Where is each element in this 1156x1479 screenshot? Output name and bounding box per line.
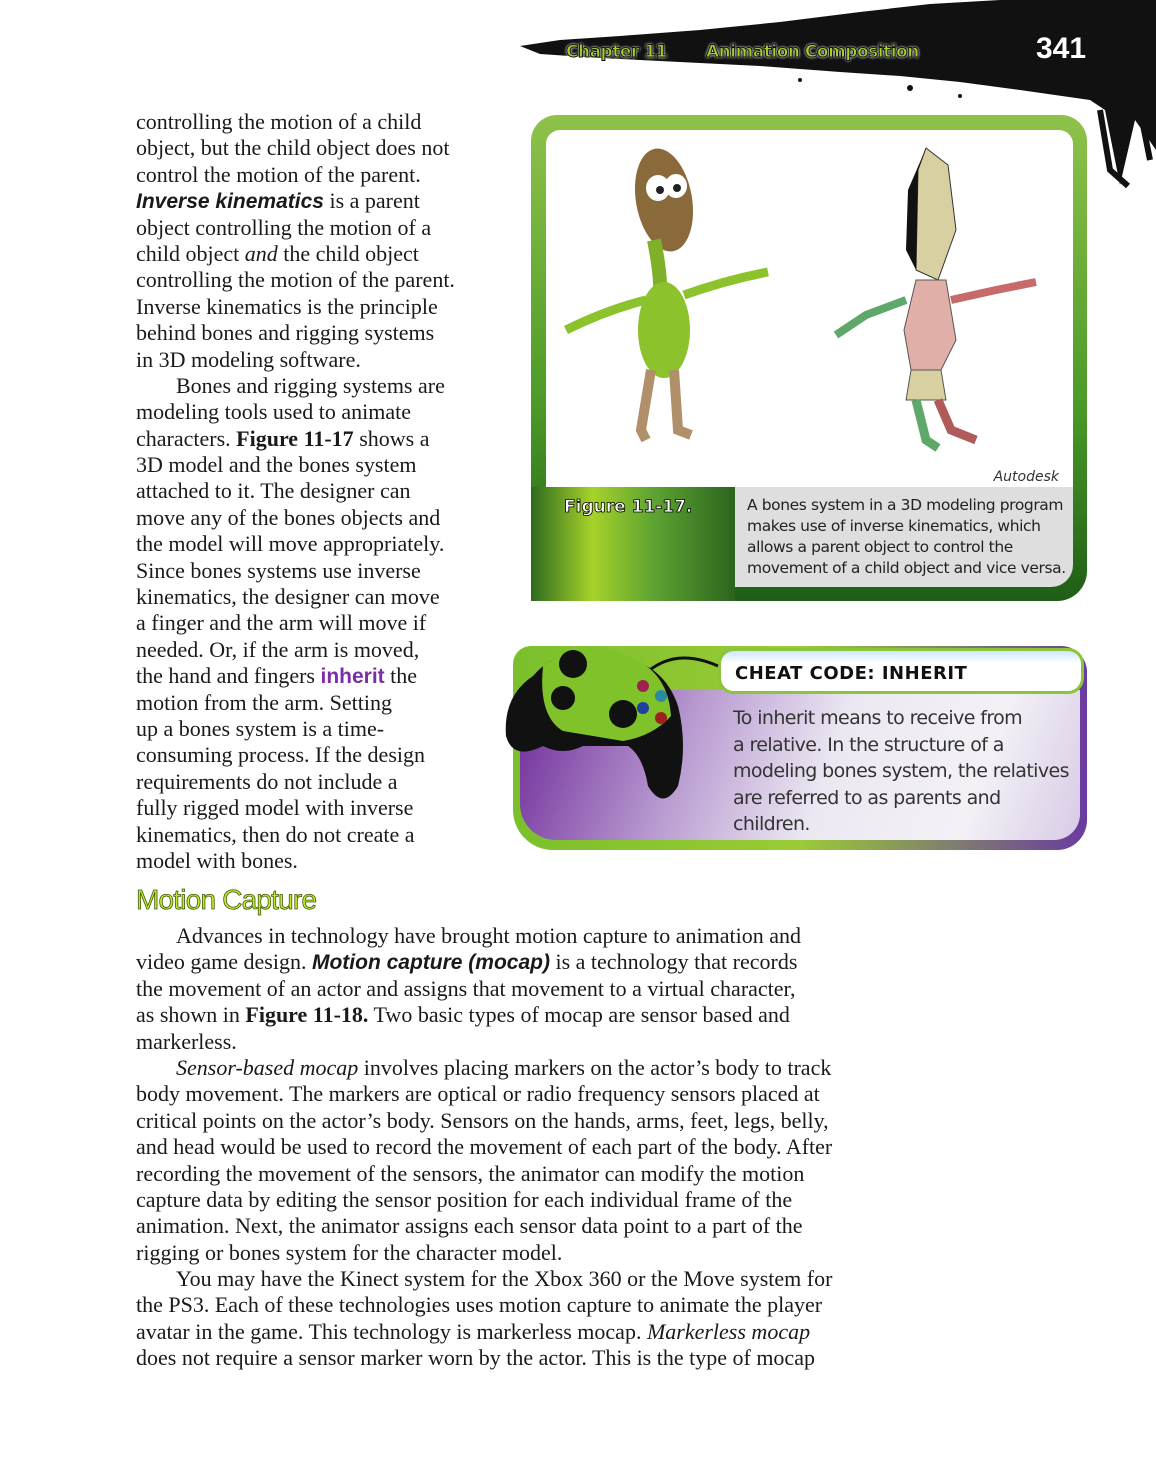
text-line bbox=[136, 1187, 832, 1213]
text-run: the hand and fingers bbox=[136, 663, 321, 689]
emphasis: and bbox=[244, 240, 278, 266]
caption-line: makes use of inverse kinematics, which bbox=[747, 517, 1041, 535]
text-run: involves placing markers on the actor’s body to track bbox=[358, 1054, 832, 1080]
text-run: as shown in bbox=[136, 1002, 246, 1028]
text-line bbox=[136, 294, 455, 320]
text-run: animation. Next, the animator assigns each sensor data point to a part of the bbox=[136, 1213, 803, 1239]
figure-label-band bbox=[531, 487, 735, 601]
text-run: requirements do not include a bbox=[136, 768, 398, 794]
text-run: and head would be used to record the movement of each part of the body. After bbox=[136, 1134, 833, 1160]
text-run: critical points on the actor’s body. Sensors on the hands, arms, feet, legs, belly, bbox=[136, 1107, 829, 1133]
text-line bbox=[136, 1002, 832, 1028]
text-run: Since bones systems use inverse bbox=[136, 557, 421, 583]
character-illustration bbox=[546, 130, 1073, 487]
text-line bbox=[136, 637, 455, 663]
left-column-text bbox=[136, 109, 455, 874]
text-run: up a bones system is a time- bbox=[136, 715, 385, 741]
text-run: a finger and the arm will move if bbox=[136, 610, 427, 636]
text-run: characters. bbox=[136, 425, 237, 451]
text-run: control the motion of the parent. bbox=[136, 161, 421, 187]
text-line bbox=[136, 848, 455, 874]
chapter-title: Animation Composition bbox=[706, 42, 919, 62]
text-line bbox=[136, 822, 455, 848]
emphasis: Sensor-based mocap bbox=[176, 1054, 359, 1080]
text-line bbox=[136, 452, 455, 478]
text-run: the bbox=[384, 663, 418, 689]
text-line bbox=[136, 135, 455, 161]
text-line bbox=[136, 795, 455, 821]
caption-line: A bones system in a 3D modeling program bbox=[747, 496, 1064, 514]
text-run: controlling the motion of the parent. bbox=[136, 267, 455, 293]
text-run: body movement. The markers are optical or radio frequency sensors placed at bbox=[136, 1081, 820, 1107]
text-line bbox=[136, 1345, 832, 1371]
text-line bbox=[136, 584, 455, 610]
text-line bbox=[136, 347, 455, 373]
text-run: kinematics, then do not create a bbox=[136, 821, 415, 847]
text-run: Two basic types of mocap are sensor based and bbox=[368, 1002, 790, 1028]
text-run: fully rigged model with inverse bbox=[136, 795, 414, 821]
text-line bbox=[136, 690, 455, 716]
text-run: attached to it. The designer can bbox=[136, 478, 411, 504]
caption-line: allows a parent object to control the bbox=[747, 538, 1013, 556]
text-run: is a parent bbox=[323, 188, 420, 214]
text-run: child object bbox=[136, 240, 245, 266]
text-line bbox=[136, 742, 455, 768]
text-run: markerless. bbox=[136, 1028, 237, 1054]
text-line bbox=[136, 1161, 832, 1187]
text-run: consuming process. If the design bbox=[136, 742, 425, 768]
text-line bbox=[136, 399, 455, 425]
text-run: Bones and rigging systems are bbox=[176, 372, 445, 398]
key-term: Motion capture (mocap) bbox=[311, 951, 550, 975]
text-run: is a technology that records bbox=[549, 949, 798, 975]
text-line bbox=[136, 1029, 832, 1055]
text-line bbox=[136, 426, 455, 452]
text-run: the child object bbox=[277, 240, 419, 266]
text-line bbox=[136, 373, 455, 399]
figure-caption bbox=[735, 487, 1073, 587]
text-line bbox=[136, 769, 455, 795]
text-line bbox=[136, 531, 455, 557]
cheat-line: a relative. In the structure of a bbox=[733, 733, 1004, 756]
figure-label: Figure 11-17. bbox=[564, 497, 693, 517]
text-line bbox=[136, 558, 455, 584]
figure-image bbox=[546, 130, 1073, 487]
text-run: rigging or bones system for the character model. bbox=[136, 1239, 563, 1265]
text-line bbox=[136, 320, 455, 346]
text-line bbox=[136, 923, 832, 949]
text-run: object, but the child object does not bbox=[136, 135, 450, 161]
text-run: object controlling the motion of a bbox=[136, 214, 432, 240]
text-run: the model will move appropriately. bbox=[136, 531, 445, 557]
cheat-code-title-bar bbox=[718, 648, 1084, 694]
text-run: behind bones and rigging systems bbox=[136, 320, 435, 346]
text-line bbox=[136, 505, 455, 531]
cheat-code-title: CHEAT CODE: INHERIT bbox=[735, 663, 968, 684]
text-run: capture data by editing the sensor position for each individual frame of the bbox=[136, 1186, 793, 1212]
text-line bbox=[136, 1319, 832, 1345]
text-line bbox=[136, 1134, 832, 1160]
text-run: move any of the bones objects and bbox=[136, 504, 441, 530]
text-run: Inverse kinematics is the principle bbox=[136, 293, 438, 319]
keyword: inherit bbox=[320, 665, 385, 689]
cheat-line: To inherit means to receive from bbox=[733, 707, 1023, 729]
caption-line: movement of a child object and vice versa. bbox=[747, 559, 1066, 577]
text-run: You may have the Kinect system for the Xbox 360 or the Move system for bbox=[176, 1266, 833, 1292]
text-line bbox=[136, 610, 455, 636]
text-run: video game design. bbox=[136, 949, 312, 975]
text-run: the PS3. Each of these technologies uses motion capture to animate the player bbox=[136, 1292, 823, 1318]
text-run: motion from the arm. Setting bbox=[136, 689, 393, 715]
body-text bbox=[136, 923, 832, 1372]
text-line bbox=[136, 1213, 832, 1239]
text-line bbox=[136, 1108, 832, 1134]
text-run: recording the movement of the sensors, the animator can modify the motion bbox=[136, 1160, 805, 1186]
text-line bbox=[136, 162, 455, 188]
text-line bbox=[136, 215, 455, 241]
text-line bbox=[136, 1240, 832, 1266]
text-run: does not require a sensor marker worn by the actor. This is the type of mocap bbox=[136, 1345, 815, 1371]
text-line bbox=[136, 716, 455, 742]
page-number: 341 bbox=[1036, 32, 1087, 65]
text-run: avatar in the game. This technology is markerless mocap. bbox=[136, 1318, 647, 1344]
figure-reference: Figure 11-17 bbox=[236, 425, 354, 451]
bones-character bbox=[836, 148, 1036, 448]
figure-credit: Autodesk bbox=[993, 469, 1059, 485]
text-line bbox=[136, 976, 832, 1002]
text-line bbox=[136, 949, 832, 975]
text-line bbox=[136, 663, 455, 689]
text-line bbox=[136, 1081, 832, 1107]
cheat-line: are referred to as parents and bbox=[733, 786, 1001, 809]
cheat-line: modeling bones system, the relatives bbox=[733, 760, 1069, 782]
key-term: Inverse kinematics bbox=[136, 190, 324, 214]
text-line bbox=[136, 267, 455, 293]
gamepad-icon bbox=[503, 636, 723, 808]
text-run: model with bones. bbox=[136, 847, 298, 873]
text-line bbox=[136, 241, 455, 267]
text-line bbox=[136, 188, 455, 214]
text-line bbox=[136, 1266, 832, 1292]
text-line bbox=[136, 109, 455, 135]
text-run: in 3D modeling software. bbox=[136, 346, 361, 372]
text-run: shows a bbox=[353, 425, 430, 451]
emphasis: Markerless mocap bbox=[646, 1318, 811, 1344]
header-divider bbox=[682, 52, 700, 55]
alien-character bbox=[566, 144, 768, 440]
text-run: kinematics, the designer can move bbox=[136, 584, 440, 610]
text-line bbox=[136, 1292, 832, 1318]
text-run: modeling tools used to animate bbox=[136, 399, 411, 425]
text-line bbox=[136, 478, 455, 504]
text-run: Advances in technology have brought motion capture to animation and bbox=[176, 923, 802, 948]
text-line bbox=[136, 1055, 832, 1081]
section-heading: Motion Capture bbox=[136, 884, 317, 915]
text-run: needed. Or, if the arm is moved, bbox=[136, 636, 420, 662]
text-run: controlling the motion of a child bbox=[136, 109, 422, 134]
figure-reference: Figure 11-18. bbox=[245, 1002, 369, 1028]
chapter-label: Chapter 11 bbox=[566, 42, 667, 62]
text-run: the movement of an actor and assigns that movement to a virtual character, bbox=[136, 975, 796, 1001]
cheat-code-text bbox=[733, 705, 1069, 838]
text-run: 3D model and the bones system bbox=[136, 452, 417, 478]
cheat-line: children. bbox=[733, 813, 810, 835]
